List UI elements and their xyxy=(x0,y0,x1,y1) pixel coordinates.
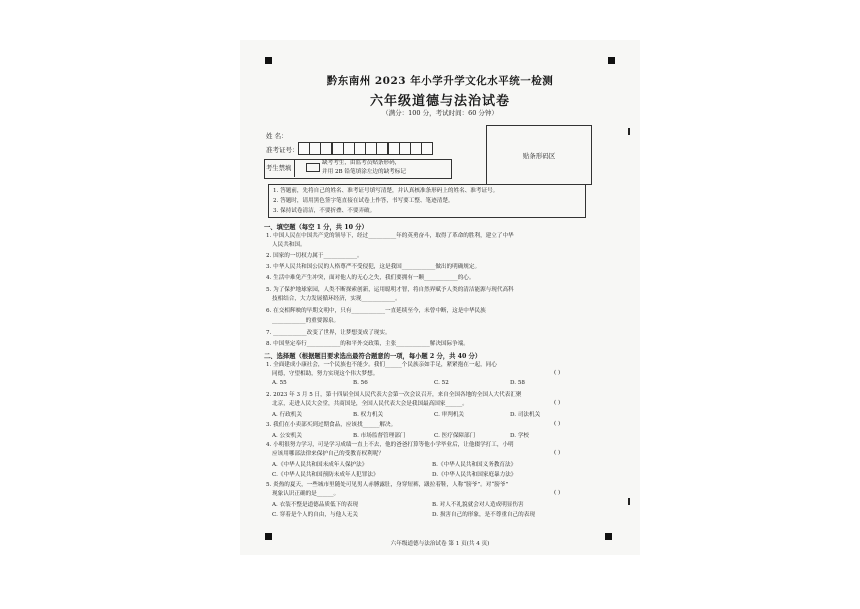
name-label: 姓 名： xyxy=(266,132,288,140)
id-digit-box[interactable] xyxy=(320,142,332,155)
question-text: 2. 2023 年 3 月 5 日，第十四届全国人民代表大会第一次会议召开，来自全国各地的全国人大代表汇聚 xyxy=(266,392,522,398)
question-text: 北京，走进人民大会堂，共商国是，全国人民代表大会是我国最高国家______。 xyxy=(272,401,468,407)
registration-mark xyxy=(265,57,272,64)
answer-paren[interactable]: ( ) xyxy=(554,450,561,456)
page-footer: 六年级道德与法治试卷 第 1 页(共 4 页) xyxy=(390,541,490,547)
forbid-instructions: 缺考考生，由监考员贴条形码， 并用 2B 铅笔填涂左边的缺考标记 xyxy=(322,160,406,175)
option-d: D. 司法机关 xyxy=(510,412,541,418)
exam-id-field[interactable] xyxy=(298,142,432,155)
question-text: 3. 中华人民共和国公民的人格尊严不受侵犯，这是我国____________做出的明确规定。 xyxy=(266,264,481,270)
option-c: C. 医疗保障部门 xyxy=(434,433,476,439)
barcode-area: 贴条形码区 xyxy=(486,125,592,185)
score-info: （满分：100 分，考试时间：60 分钟） xyxy=(382,109,498,117)
option-b: B.《中华人民共和国义务教育法》 xyxy=(432,462,517,468)
answer-paren[interactable]: ( ) xyxy=(554,400,561,406)
registration-mark xyxy=(608,57,615,64)
forbid-label: 考生禁填 xyxy=(266,160,295,177)
id-label: 准考证号： xyxy=(266,146,299,154)
option-c: C. 审判机关 xyxy=(434,412,465,418)
section-choice-title: 二、选择题（根据题目要求选出最符合题意的一项，每小题 2 分，共 40 分） xyxy=(264,353,482,360)
answer-paren[interactable]: ( ) xyxy=(554,421,561,427)
id-digit-box[interactable] xyxy=(354,142,366,155)
question-text: 7. ____________改变了世界，让梦想变成了现实。 xyxy=(266,330,391,336)
question-text: ____________的重要源泉。 xyxy=(272,318,340,324)
id-digit-box[interactable] xyxy=(410,142,422,155)
question-text: 5. 为了保护地球家园，人类不断探索创新，运用聪明才智，将自然界赋予人类的清洁能源与现代高科 xyxy=(266,287,514,293)
option-b: B. 权力机关 xyxy=(353,412,384,418)
option-a: A. 衣装不整是道德品质低下的表现 xyxy=(272,502,358,508)
option-c: C. 52 xyxy=(434,380,449,386)
id-digit-box[interactable] xyxy=(343,142,355,155)
question-text: 1. 全面建成小康社会，一个民族也不能少。我们______个民族亲如手足，紧紧抱在一起，同心 xyxy=(266,362,497,368)
option-a: A. 55 xyxy=(272,380,287,386)
option-d: D. 损害自己的形象，是不尊重自己的表现 xyxy=(432,512,535,518)
option-a: A. 公安机关 xyxy=(272,433,302,439)
answer-paren[interactable]: ( ) xyxy=(554,490,561,496)
question-text: 8. 中国坚定奉行____________的和平外交政策，主张____________解决国际争端。 xyxy=(266,341,469,347)
id-digit-box[interactable] xyxy=(388,142,400,155)
id-digit-box[interactable] xyxy=(298,142,310,155)
option-a: A. 行政机关 xyxy=(272,412,302,418)
id-digit-box[interactable] xyxy=(332,142,344,155)
option-a: A.《中华人民共和国未成年人保护法》 xyxy=(272,462,368,468)
section-fill-blank-title: 一、填空题（每空 1 分，共 10 分） xyxy=(264,224,368,231)
question-text: 人民共和国。 xyxy=(272,242,306,248)
option-d: D. 58 xyxy=(510,380,525,386)
question-text: 同德，守望相助，努力实现这个伟大梦想。 xyxy=(272,371,379,377)
id-digit-box[interactable] xyxy=(421,142,433,155)
exam-subject: 六年级道德与法治试卷 xyxy=(369,94,510,109)
option-d: D. 学校 xyxy=(510,433,530,439)
question-text: 6. 在交相辉映的早期文明中，只有____________一直延续至今，未曾中断，这是中华民族 xyxy=(266,308,486,314)
question-text: 2. 国家的一切权力属于____________。 xyxy=(266,253,363,259)
id-digit-box[interactable] xyxy=(376,142,388,155)
option-d: D.《中华人民共和国家庭暴力法》 xyxy=(432,472,517,478)
exam-title: 黔东南州 2023 年小学升学文化水平统一检测 xyxy=(326,75,554,87)
question-text: 4. 生活中难免产生冲突，面对他人的无心之失，我们要拥有一颗____________的心。 xyxy=(266,275,475,281)
question-text: 应该用哪部法律来保护自己的受教育权利呢？ xyxy=(272,451,384,457)
option-b: B. 市场监督管理部门 xyxy=(353,433,406,439)
option-c: C.《中华人民共和国预防未成年人犯罪法》 xyxy=(272,472,379,478)
question-text: 5. 炎热的夏天，一些城市里随处可见男人赤膊露肚，身穿短裤，趿拉着鞋，人称“膀爷”。对“膀爷” xyxy=(266,482,509,488)
question-text: 4. 小明很努力学习，可是学习成绩一直上不去，他的爸爸打算等他小学毕业后，让他辍学打工，小明 xyxy=(266,442,514,448)
notice-box: 1. 答题前，先将自己的姓名、准考证号填写清楚，并认真核准条形码上的姓名、准考证号。 2. 答题时，请用黑色签字笔直接在试卷上作答，书写要工整、笔迹清楚。 3. 保持试卷清洁，不要折叠、不要弄破。 xyxy=(268,184,586,218)
answer-paren[interactable]: ( ) xyxy=(554,370,561,376)
question-text: 3. 我们在小卖部买到过期食品，应该找______解决。 xyxy=(266,422,397,428)
option-c: C. 穿着是个人的自由，与他人无关 xyxy=(272,512,358,518)
option-b: B. 56 xyxy=(353,380,368,386)
edge-mark xyxy=(628,128,630,135)
edge-mark xyxy=(628,498,630,505)
id-digit-box[interactable] xyxy=(365,142,377,155)
option-b: B. 对人不礼貌就会对人造成明显伤害 xyxy=(432,502,524,508)
question-text: 1. 中国人民在中国共产党的领导下，经过__________年的英勇奋斗，取得了革命的胜利，建立了中华 xyxy=(266,233,514,239)
id-digit-box[interactable] xyxy=(309,142,321,155)
question-text: 现象认识正确的是______。 xyxy=(272,491,340,497)
question-text: 技相结合，大力发展循环经济，实现____________。 xyxy=(272,296,401,302)
absence-mark-box[interactable] xyxy=(306,163,320,172)
id-digit-box[interactable] xyxy=(399,142,411,155)
